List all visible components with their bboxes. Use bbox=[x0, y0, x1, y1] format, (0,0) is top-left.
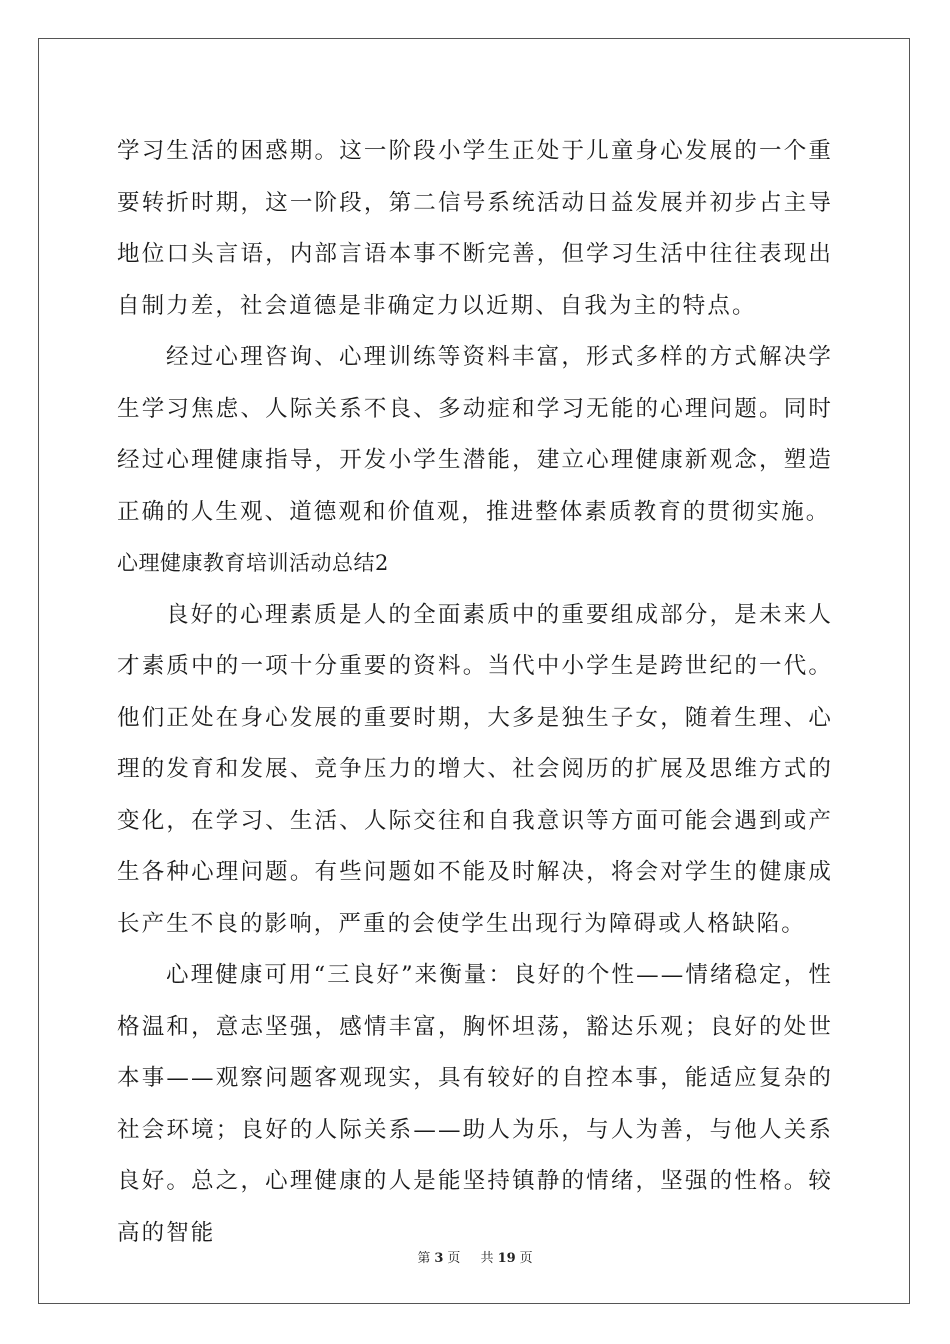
paragraph-4: 心理健康可用“三良好”来衡量：良好的个性——情绪稳定，性格温和，意志坚强，感情丰富，胸怀坦荡，豁达乐观；良好的处世本事——观察问题客观现实，具有较好的自控本事，能适应复杂的社会环境；良好的人际关系——助人为乐，与人为善，与他人关系良好。总之，心理健康的人是能坚持镇静的情绪，坚强的性格。较高的智能 bbox=[117, 962, 833, 1246]
current-page-label bbox=[413, 1251, 464, 1266]
document-body bbox=[117, 126, 833, 1259]
page-number: 3 bbox=[434, 1251, 444, 1266]
paragraph-3: 良好的心理素质是人的全面素质中的重要组成部分，是未来人才素质中的一项十分重要的资料。当代中小学生是跨世纪的一代。他们正处在身心发展的重要时期，大多是独生子女，随着生理、心理的发育和发展、竞争压力的增大、社会阅历的扩展及思维方式的变化，在学习、生活、人际交往和自我意识等方面可能会遇到或产生各种心理问题。有些问题如不能及时解决，将会对学生的健康成长产生不良的影响，严重的会使学生出现行为障碍或人格缺陷。 bbox=[117, 601, 833, 937]
page-suffix: 页 bbox=[447, 1251, 461, 1266]
total-prefix: 共 bbox=[480, 1251, 494, 1266]
section-heading: 心理健康教育培训活动总结2 bbox=[117, 551, 389, 575]
page-prefix: 第 bbox=[417, 1251, 431, 1266]
paragraph-2: 经过心理咨询、心理训练等资料丰富，形式多样的方式解决学生学习焦虑、人际关系不良、多动症和学习无能的心理问题。同时经过心理健康指导，开发小学生潜能，建立心理健康新观念，塑造正确的人生观、道德观和价值观，推进整体素质教育的贯彻实施。 bbox=[117, 344, 833, 525]
total-pages: 19 bbox=[497, 1251, 516, 1266]
total-suffix: 页 bbox=[519, 1251, 533, 1266]
paragraph-1: 学习生活的困惑期。这一阶段小学生正处于儿童身心发展的一个重要转折时期，这一阶段，第二信号系统活动日益发展并初步占主导地位口头言语，内部言语本事不断完善，但学习生活中往往表现出自制力差，社会道德是非确定力以近期、自我为主的特点。 bbox=[117, 138, 833, 319]
total-pages-label bbox=[477, 1251, 537, 1266]
page-footer bbox=[0, 1247, 950, 1266]
